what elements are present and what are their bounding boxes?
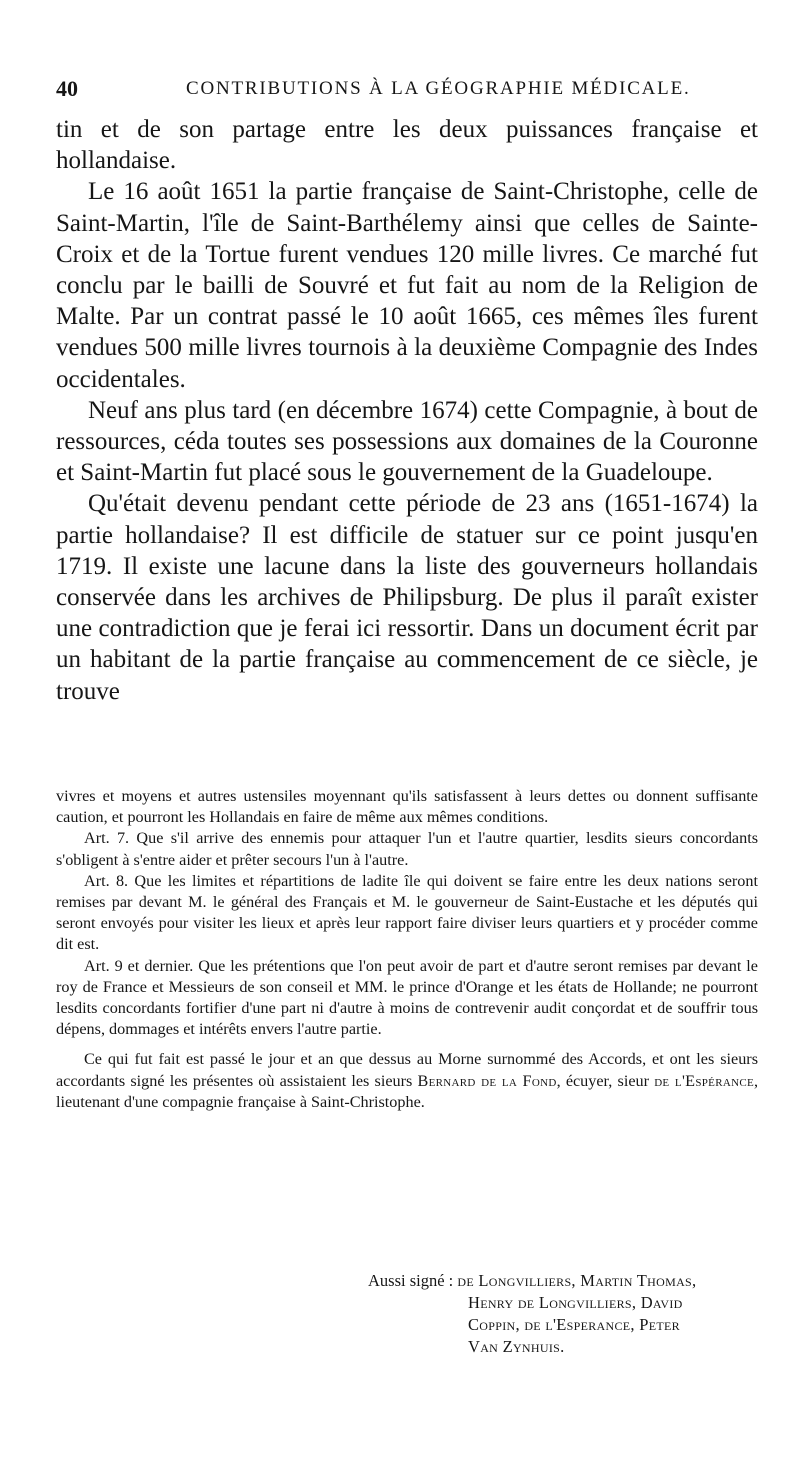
footnote-closing: [56, 1049, 758, 1113]
signature-line-4: Van Zynhuis.: [468, 1337, 565, 1356]
paragraph-continued: tin et de son partage entre les deux puissances française et hollandaise.: [56, 116, 758, 175]
main-text: [56, 114, 758, 707]
closing-text-c: , écuyer, sieur: [556, 1071, 649, 1090]
signature-line-2: Henry de Longvilliers, David: [468, 1293, 683, 1312]
paragraph-sale-1651: Le 16 août 1651 la partie française de Saint-Christophe, celle de Saint-Martin, l'île de Saint-Barthélemy ainsi que celles de Sainte-Croix et de la Tortue furent vendues 120 mille livres. Ce marché fut conclu par le bailli de Souvré et fut fait au nom de la Religion de Malte. Par un contrat passé le 10 août 1665, ces mêmes îles furent vendues 500 mille livres tournois à la deuxième Compagnie des Indes occidentales.: [56, 178, 758, 393]
footnote-continued: vivres et moyens et autres ustensiles moyennant qu'ils satisfassent à leurs dettes ou donnent suffisante caution, et pourront les Hollandais en faire de même aux mêmes conditions.: [56, 787, 758, 827]
footnote-spacer: [56, 1040, 758, 1049]
footnote-article-7: Art. 7. Que s'il arrive des ennemis pour attaquer l'un et l'autre quartier, lesdits sieurs concordants s'obligent à s'entre aider et prêter secours l'un à l'autre.: [56, 829, 758, 869]
page-header: [56, 72, 758, 112]
name-bernard-de-la-fond: Bernard de la Fond: [417, 1071, 557, 1090]
footnote-article-9: Art. 9 et dernier. Que les prétentions que l'on peut avoir de part et d'autre seront remises par devant le roy de France et Messieurs de son conseil et MM. le prince d'Orange et les états de Hollande; ne pourront lesdits concordants fortifier d'une part ni d'autre à moins de contrevenir audit conçordat et de souffrir tous dépens, dommages et intérêts envers l'autre partie.: [56, 956, 758, 1039]
signature-block: [356, 1270, 758, 1358]
signature-prefix: Aussi signé :: [368, 1271, 454, 1290]
signature-line-3: Coppin, de l'Esperance, Peter: [468, 1315, 680, 1334]
closing-text-a: Ce qui fut fait est passé le jour et an que dessus au Morne surnommé des Accords, et ont les sieurs accordants signé les présentes où assistaient les sieurs: [56, 1050, 758, 1090]
page-number: 40: [56, 76, 78, 101]
closing-text-e: , lieutenant d'une compagnie française à Saint-Christophe.: [56, 1071, 759, 1111]
paragraph-dutch-part: Qu'était devenu pendant cette période de 23 ans (1651-1674) la partie hollandaise? Il est difficile de statuer sur ce point jusqu'en 1719. Il existe une lacune dans la liste des gouverneurs hollandais conservée dans les archives de Philipsburg. De plus il paraît exister une contradiction que je ferai ici ressortir. Dans un document écrit par un habitant de la partie française au commencement de ce siècle, je trouve: [56, 490, 758, 705]
running-title: CONTRIBUTIONS À LA GÉOGRAPHIE MÉDICALE.: [186, 78, 691, 99]
footnote-block: [56, 786, 758, 1113]
signature-line-1: [368, 1270, 770, 1292]
paragraph-1674: Neuf ans plus tard (en décembre 1674) cette Compagnie, à bout de ressources, céda toutes ses possessions aux domaines de la Couronne et Saint-Martin fut placé sous le gouvernement de la Guadeloupe.: [56, 396, 758, 487]
footnote-article-8: Art. 8. Que les limites et répartitions de ladite île qui doivent se faire entre les deux nations seront remises par devant M. le général des Français et M. le gouverneur de Saint-Eustache et les députés qui seront envoyés pour visiter les lieux et après leur rapport faire diviser leurs quartiers et y procéder comme dit est.: [56, 871, 758, 954]
signature-names-1: de Longvilliers, Martin Thomas,: [457, 1271, 697, 1290]
name-de-l-esperance: de l'Espérance: [654, 1071, 754, 1090]
